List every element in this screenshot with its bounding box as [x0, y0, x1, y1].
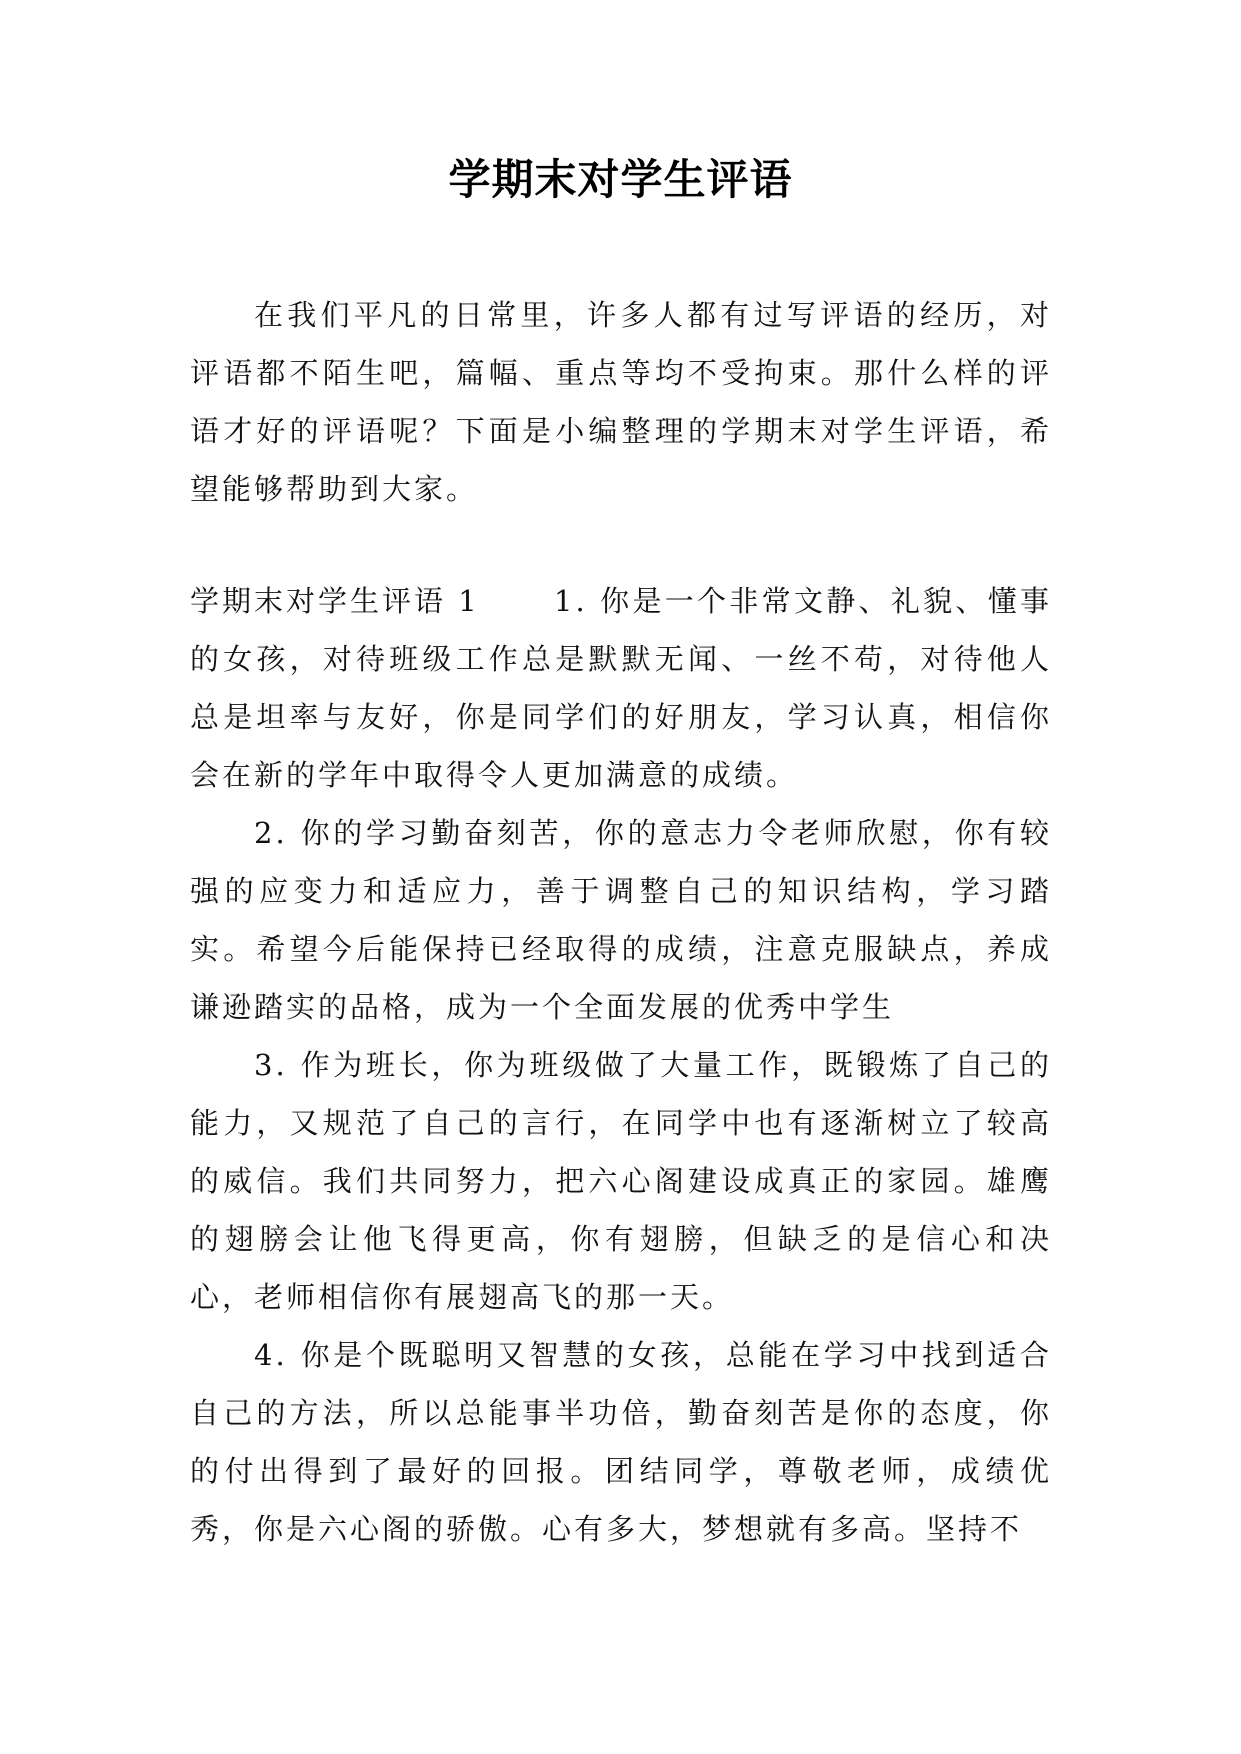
intro-section: [190, 286, 1052, 518]
comments-section: [190, 572, 1052, 1558]
intro-paragraph: 在我们平凡的日常里，许多人都有过写评语的经历，对评语都不陌生吧，篇幅、重点等均不受拘束。那什么样的评语才好的评语呢？下面是小编整理的学期末对学生评语，希望能够帮助到大家。: [190, 298, 1052, 506]
page-title: 学期末对学生评语: [448, 155, 793, 204]
comment-item-3: 3. 作为班长，你为班级做了大量工作，既锻炼了自己的能力，又规范了自己的言行，在同学中也有逐渐树立了较高的威信。我们共同努力，把六心阁建设成真正的家园。雄鹰的翅膀会让他飞得更高，你有翅膀，但缺乏的是信心和决心，老师相信你有展翅高飞的那一天。: [190, 1048, 1052, 1314]
comment-item-2: 2. 你的学习勤奋刻苦，你的意志力令老师欣慰，你有较强的应变力和适应力，善于调整自己的知识结构，学习踏实。希望今后能保持已经取得的成绩，注意克服缺点，养成谦逊踏实的品格，成为一个全面发展的优秀中学生: [190, 816, 1052, 1024]
first-comment-paragraph: [190, 572, 1052, 804]
comment-item-4: 4. 你是个既聪明又智慧的女孩，总能在学习中找到适合自己的方法，所以总能事半功倍，勤奋刻苦是你的态度，你的付出得到了最好的回报。团结同学，尊敬老师，成绩优秀，你是六心阁的骄傲。心有多大，梦想就有多高。坚持不: [190, 1338, 1052, 1546]
comment-item-1: 1. 你是一个非常文静、礼貌、懂事的女孩，对待班级工作总是默默无闻、一丝不苟，对待他人总是坦率与友好，你是同学们的好朋友，学习认真，相信你会在新的学年中取得令人更加满意的成绩。: [190, 584, 1052, 792]
section-heading: 学期末对学生评语 1: [190, 584, 480, 618]
